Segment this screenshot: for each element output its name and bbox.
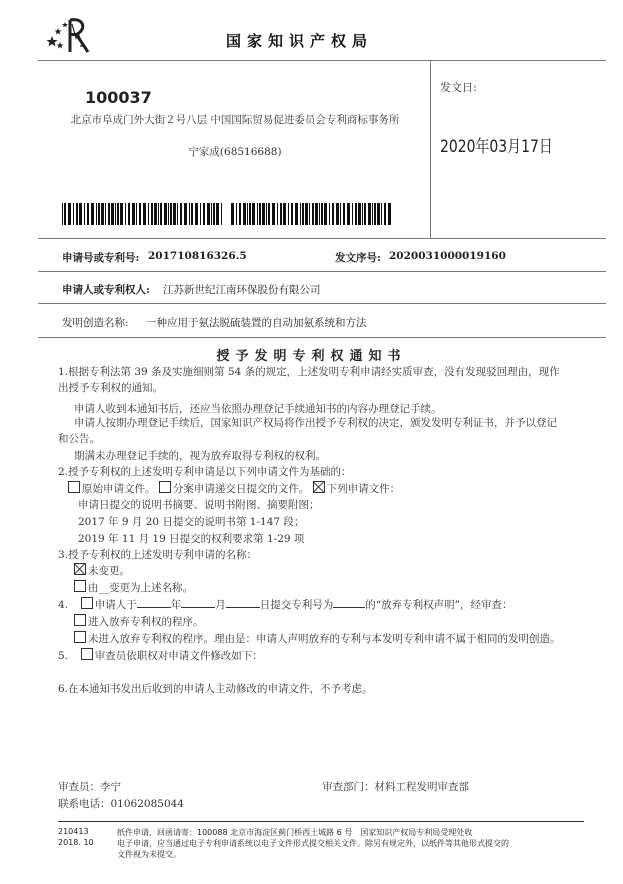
barcode-bar <box>352 203 353 225</box>
barcode-bar <box>143 203 146 225</box>
checkbox-enter-waiver[interactable] <box>74 614 86 626</box>
para-4-text-2: 年 <box>170 599 182 611</box>
barcode-bar <box>117 203 119 225</box>
barcode-bar <box>277 203 278 225</box>
header-divider <box>38 60 606 61</box>
para-4-text-4: 日提交专利号为 <box>259 599 334 611</box>
option-enter-waiver: 进入放弃专利权的程序。 <box>88 616 204 628</box>
barcode-bar <box>151 203 153 225</box>
barcode-bar <box>84 203 85 225</box>
barcode-bar <box>272 203 275 225</box>
barcode-bar <box>211 203 212 225</box>
barcode-bar <box>184 203 187 225</box>
para-1c-line-1: 申请人按期办理登记手续后，国家知识产权局将作出授予专利权的决定，颁发发明专利证书，并予以登记 <box>74 417 557 429</box>
barcode-bar <box>164 203 167 225</box>
para-4-num: 4. <box>58 599 69 611</box>
barcode-bar <box>132 203 135 225</box>
barcode-bar <box>120 203 123 225</box>
barcode-bar <box>170 203 172 225</box>
barcode-bar <box>388 203 391 225</box>
barcode-bar <box>329 203 330 225</box>
para-2-options <box>68 481 400 497</box>
barcode-bar <box>324 203 327 225</box>
barcode-bar <box>283 203 286 225</box>
info-divider-3 <box>38 303 606 304</box>
barcode-bar <box>91 203 94 225</box>
examiner-label: 审查员： <box>58 781 100 793</box>
para-6: 6.在本通知书发出后收到的申请人主动修改的申请文件，不予考虑。 <box>58 683 373 695</box>
dept-name: 材料工程发明审查部 <box>374 781 469 793</box>
barcode-bar <box>266 203 267 225</box>
barcode-bar <box>252 203 255 225</box>
barcode-bar <box>247 203 248 225</box>
phone-number: 01062085044 <box>110 798 184 810</box>
serial-no: 2020031000019160 <box>389 250 506 262</box>
barcode-bar <box>340 203 341 225</box>
checkbox-not-enter-waiver[interactable] <box>74 631 86 643</box>
barcode-bar <box>300 203 301 225</box>
para-5 <box>58 648 263 664</box>
barcode-bar <box>221 203 222 225</box>
barcode-bar <box>213 203 215 225</box>
para-1-line-1: 1.根据专利法第 39 条及实施细则第 54 条的规定，上述发明专利申请经实质审查，没有发现驳回理由，现作 <box>58 366 560 378</box>
para-2: 2.授予专利权的上述发明专利申请是以下列申请文件为基础的： <box>58 466 352 478</box>
option-not-enter-waiver: 未进入放弃专利权的程序。理由是：申请人声明放弃的专利与本发明专利申请不属于相同的发明创造。 <box>88 633 561 645</box>
footer-divider <box>58 821 584 822</box>
barcode-bar <box>136 203 137 225</box>
barcode-bar <box>355 203 357 225</box>
checkbox-following-docs[interactable] <box>313 481 325 493</box>
barcode-bar <box>173 203 176 225</box>
checkbox-examiner-amend[interactable] <box>81 648 93 660</box>
dept-label: 审查部门： <box>322 781 375 793</box>
sent-date: 2020年03月17日 <box>440 137 553 157</box>
barcode-bar <box>377 203 380 225</box>
form-code: 210413 <box>58 827 89 836</box>
barcode-bar <box>79 203 82 225</box>
blank-patent-no <box>333 597 365 608</box>
para-5-num: 5. <box>58 650 69 662</box>
serial-label: 发文序号: <box>335 252 381 264</box>
applicant-label: 申请人或专利权人: <box>62 284 150 296</box>
barcode-bar <box>128 203 130 225</box>
footer-line-1: 纸件申请，回函请寄：100088 北京市海淀区蓟门桥西土城路 6 号 国家知识产权局专利局受理处收 <box>117 828 473 837</box>
barcode-bar <box>358 203 361 225</box>
barcode-bar <box>343 203 345 225</box>
checkbox-divisional-docs[interactable] <box>159 481 171 493</box>
barcode-bar <box>64 203 66 225</box>
barcode-right <box>231 203 393 225</box>
barcode-bar <box>312 203 314 225</box>
barcode-bar <box>336 203 339 225</box>
barcode-bar <box>364 203 366 225</box>
barcode-bar <box>347 203 350 225</box>
barcode-bar <box>154 203 157 225</box>
barcode-bar <box>259 203 261 225</box>
para-1-line-2: 出授予专利权的通知。 <box>58 382 163 394</box>
app-no: 201710816326.5 <box>148 250 247 262</box>
barcode-bar <box>195 203 198 225</box>
barcode-bar <box>191 203 193 225</box>
barcode-bar <box>158 203 159 225</box>
para-2-sub-2: 2017 年 9 月 20 日提交的说明书第 1-147 段； <box>78 516 305 528</box>
para-4 <box>58 597 512 613</box>
para-2-sub-3: 2019 年 11 月 19 日提交的权利要求第 1-29 项 <box>78 533 305 545</box>
barcode-bar <box>291 203 293 225</box>
barcode-bar <box>239 203 241 225</box>
barcode-bar <box>207 203 210 225</box>
barcode-bar <box>168 203 169 225</box>
examiner-phone <box>58 796 184 812</box>
barcode-bar <box>87 203 89 225</box>
barcode-bar <box>111 203 114 225</box>
barcode-bar <box>362 203 363 225</box>
barcode-bar <box>243 203 246 225</box>
barcode-bar <box>374 203 376 225</box>
option-name-changed: 由__变更为上述名称。 <box>88 582 193 594</box>
barcode-bar <box>62 203 63 225</box>
barcode-left <box>62 203 222 225</box>
applicant: 江苏新世纪江南环保股份有限公司 <box>163 284 321 296</box>
barcode-bar <box>200 203 201 225</box>
barcode-bar <box>68 203 71 225</box>
app-no-label: 申请号或专利号: <box>62 252 140 264</box>
barcode-bar <box>332 203 334 225</box>
recipient-contact: 宁家成(68516688) <box>188 146 282 158</box>
info-divider-1 <box>38 238 606 239</box>
checkbox-name-changed[interactable] <box>74 580 86 592</box>
phone-label: 联系电话： <box>58 798 111 810</box>
option-original-docs: 原始申请文件。 <box>82 483 156 495</box>
barcode-bar <box>384 203 386 225</box>
barcode-bar <box>98 203 100 225</box>
checkbox-original-docs[interactable] <box>68 481 80 493</box>
barcode-bar <box>101 203 104 225</box>
para-4-option-2 <box>74 631 561 647</box>
barcode-bar <box>249 203 251 225</box>
date-divider <box>430 60 431 238</box>
barcode-bar <box>257 203 258 225</box>
footer-line-2: 电子申请，应当通过电子专利申请系统以电子文件形式提交相关文件。除另有规定外，以纸件等其他形式提交的 <box>117 839 509 848</box>
barcode-bar <box>189 203 190 225</box>
barcode-bar <box>180 203 182 225</box>
barcode-bar <box>139 203 141 225</box>
barcode-bar <box>115 203 116 225</box>
barcode-bar <box>96 203 97 225</box>
barcode-bar <box>309 203 310 225</box>
form-version: 2018. 10 <box>58 838 94 847</box>
barcode-bar <box>231 203 234 225</box>
para-1b: 申请人收到本通知书后，还应当依照办理登记手续通知书的内容办理登记手续。 <box>74 403 442 415</box>
para-1c-line-2: 和公告。 <box>58 433 100 445</box>
para-4-text-5: 的“放弃专利权声明”，经审查： <box>365 599 513 611</box>
barcode-bar <box>381 203 382 225</box>
office-name: 国家知识产权局 <box>226 32 374 50</box>
barcode-bar <box>105 203 106 225</box>
examiner <box>58 779 121 795</box>
para-3-option-1 <box>74 563 130 579</box>
barcode-bar <box>177 203 178 225</box>
para-4-text-3: 月 <box>215 599 226 611</box>
barcode-bar <box>268 203 270 225</box>
sent-date-label: 发文日: <box>440 81 477 94</box>
barcode-bar <box>203 203 205 225</box>
para-2-sub-1: 申请日提交的说明书摘要、说明书附图、摘要附图； <box>78 499 320 511</box>
invention-title: 一种应用于氨法脱硫装置的自动加氨系统和方法 <box>146 317 367 329</box>
footer-line-3: 文件视为未提交。 <box>117 850 181 859</box>
barcode-bar <box>73 203 74 225</box>
barcode-bar <box>372 203 373 225</box>
blank-month <box>181 597 215 608</box>
barcode-bar <box>148 203 149 225</box>
barcode-bar <box>368 203 371 225</box>
para-1d: 期满未办理登记手续的，视为放弃取得专利权的权利。 <box>74 450 326 462</box>
barcode-bar <box>280 203 282 225</box>
barcode-bar <box>302 203 304 225</box>
examiner-dept <box>322 779 469 795</box>
barcode-bar <box>125 203 126 225</box>
barcode-bar <box>262 203 265 225</box>
blank-year <box>137 597 171 608</box>
barcode-bar <box>216 203 219 225</box>
para-4-text-1: 申请人于 <box>94 599 137 611</box>
para-4-option-1 <box>74 614 204 630</box>
barcode-bar <box>288 203 289 225</box>
barcode-bar <box>295 203 298 225</box>
option-divisional-docs: 分案申请递交日提交的文件。 <box>172 483 310 495</box>
barcode-bar <box>321 203 323 225</box>
barcode-bar <box>315 203 318 225</box>
examiner-name: 李宁 <box>100 781 121 793</box>
barcode-bar <box>236 203 237 225</box>
cnipa-logo <box>46 16 94 56</box>
notice-title: 授予发明专利权通知书 <box>216 349 407 364</box>
option-following-docs: 下列申请文件： <box>326 483 401 495</box>
recipient-address: 北京市阜成门外大街２号八层 中国国际贸易促进委员会专利商标事务所 <box>70 114 400 126</box>
para-3: 3.授予专利权的上述发明专利申请的名称： <box>58 549 258 561</box>
barcode-bar <box>305 203 308 225</box>
checkbox-waiver[interactable] <box>81 597 93 609</box>
option-name-unchanged: 未变更。 <box>88 565 130 577</box>
blank-day <box>226 597 260 608</box>
invention-title-label: 发明创造名称: <box>62 317 129 329</box>
barcode-bar <box>319 203 320 225</box>
barcode-bar <box>76 203 78 225</box>
checkbox-name-unchanged[interactable] <box>74 563 86 575</box>
barcode-bar <box>108 203 110 225</box>
postcode: 100037 <box>85 88 152 107</box>
info-divider-4 <box>38 337 606 338</box>
info-divider-2 <box>38 271 606 272</box>
para-3-option-2 <box>74 580 193 596</box>
barcode-bar <box>160 203 162 225</box>
para-5-text: 审查员依职权对申请文件修改如下： <box>94 650 263 662</box>
